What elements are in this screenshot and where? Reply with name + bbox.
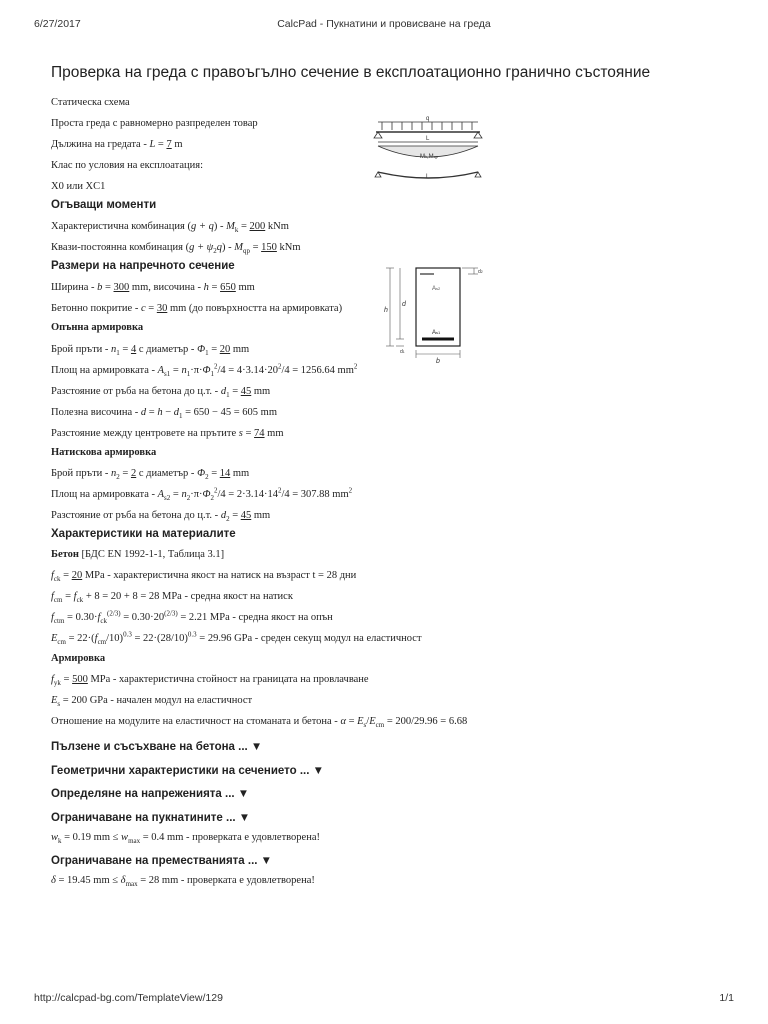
exposure-class-value: X0 или XC1 [51,181,106,192]
static-scheme-heading: Статическа схема [51,97,130,108]
phi2-input[interactable]: 14 [219,468,231,479]
beam-length-input[interactable]: 7 [166,139,172,150]
cover-line: Бетонно покритие - c = 30 mm (до повърхността на армировката) [51,303,343,314]
as2-label: As2 [432,286,441,292]
d1-input[interactable]: 45 [240,386,252,397]
moment-label: Mk,Mqp [420,154,439,160]
fctm-line: $f_{ctm} = 0.30\cdot f_{ck}^{(2/3)} = 0.30\cdot 20^{(2/3)} = 2.21$ MPa - средна якост на опън [51,609,333,626]
width-input[interactable]: 300 [113,282,130,293]
moments-heading: Огъващи моменти [51,199,157,211]
tension-dist-line: Разстояние от ръба на бетона до ц.т. - $d_1 = 45$ mm [51,386,271,400]
cracks-toggle[interactable]: Ограничаване на пукнатините ... ▼ [51,812,251,824]
cover-input[interactable]: 30 [156,303,168,314]
h-dim-label: h [384,307,388,314]
print-title: CalcPad - Пукнатини и провисване на греда [277,18,491,30]
compression-area-line: Площ на армировката - $A_{s2} = n_2\cdot\pi\cdot\Phi_2^2/4 = 2\cdot 3.14\cdot 14^2/4 = 307.88$ $mm^2$ [51,486,353,503]
materials-heading: Характеристики на материалите [51,528,236,540]
ecm-line: $E_{cm} = 22\cdot(f_{cm}/10)^{0.3} = 22\cdot(28/10)^{0.3} = 29.96$ GPa - среден секущ модул на еластичност [51,630,422,647]
deflection-l-label: L [426,174,430,180]
effective-depth-line: Полезна височина - $d = h - d_1 = 650 - 45 = 605$ mm [51,407,277,421]
spacing-input[interactable]: 74 [254,428,265,439]
phi1-input[interactable]: 20 [219,344,231,355]
cracks-result: $w_k = 0.19$ mm ≤ $w_{max} = 0.4$ mm - проверката е удовлетворена! [51,832,320,846]
tension-area-line: Площ на армировката - $A_{s1} = n_1\cdot\pi\cdot\Phi_1^2/4 = 4\cdot 3.14\cdot 20^2/4 = 1256.64$ $mm^2$ [51,362,358,379]
d1-dim-label: d1 [400,349,405,355]
mqp-input[interactable]: 150 [261,242,277,253]
modular-ratio-line: Отношение на модулите на еластичност на стоманата и бетона - $\alpha = E_s/E_{cm} = 200/29.96 = 6.68$ [51,716,468,730]
b-dim-label: b [436,358,440,365]
n2-input[interactable]: 2 [130,468,137,479]
page-header [0,18,768,32]
concrete-line: Бетон [БДС EN 1992-1-1, Таблица 3.1] [51,549,225,560]
d-dim-label: d [402,301,406,308]
beam-scheme-diagram [372,112,484,184]
page-number: 1/1 [719,992,734,1004]
creep-toggle[interactable]: Пълзене и съсъхване на бетона ... ▼ [51,741,263,753]
page-url[interactable]: http://calcpad-bg.com/TemplateView/129 [34,992,223,1004]
section-heading: Размери на напречното сечение [51,260,235,272]
fck-line: $f_{ck} = 20$ MPa - характеристична якост на натиск на възраст t = 28 дни [51,570,357,584]
compression-dist-line: Разстояние от ръба на бетона до ц.т. - $d_2 = 45$ mm [51,510,271,524]
print-date: 6/27/2017 [34,18,81,30]
beam-type: Проста греда с равномерно разпределен товар [51,118,258,129]
spacing-line: Разстояние между центровете на прътите s = 74 mm [51,428,284,439]
exposure-class-label: Клас по условия на експлоатация: [51,160,204,171]
compression-heading: Натискова армировка [51,447,157,458]
fyk-line: $f_{yk} = 500$ MPa - характеристична стойност на границата на провлачване [51,674,369,688]
mk-input[interactable]: 200 [249,221,266,232]
qp-moment-line: Квази-постоянна комбинация $(g + \psi_2q) - M_{qp} = 150$ kNm [51,242,301,256]
height-input[interactable]: 650 [220,282,236,293]
fck-input[interactable]: 20 [71,570,83,581]
d2-input[interactable]: 45 [240,510,252,521]
section-size-line: Ширина - b = 300 mm, височина - h = 650 mm [51,282,255,293]
d2-dim-label: d2 [478,269,483,275]
compression-bars-line: Брой пръти - $n_2 = 2$ с диаметър - $\Phi_2 = 14$ mm [51,468,250,482]
span-l-label: L [426,136,430,142]
tension-heading: Опънна армировка [51,322,144,333]
geometry-toggle[interactable]: Геометрични характеристики на сечението ... ▼ [51,765,325,777]
load-q-label: q [426,116,430,122]
char-moment-line: Характеристична комбинация $(g + q) - M_k = 200$ kNm [51,221,289,235]
load-arrows [382,122,472,130]
fyk-input[interactable]: 500 [72,674,88,685]
stresses-toggle[interactable]: Определяне на напреженията ... ▼ [51,788,250,800]
tension-bars-line: Брой пръти - $n_1 = 4$ с диаметър - $\Phi_1 = 20$ mm [51,344,250,358]
steel-line: Армировка [51,653,106,664]
es-line: $E_s = 200$ GPa - начален модул на еластичност [51,695,253,709]
n1-input[interactable]: 4 [130,344,137,355]
fcm-line: $f_{cm} = f_{ck} + 8 = 20 + 8 = 28$ MPa - средна якост на натиск [51,591,293,605]
cross-section-diagram [378,262,490,368]
deflection-result: δ = 19.45 mm ≤ $\delta_{max} = 28$ mm - проверката е удовлетворена! [51,875,315,889]
beam-length-line: Дължина на гредата - L = 7 m [51,139,183,150]
deflection-toggle[interactable]: Ограничаване на преместванията ... ▼ [51,855,273,867]
page-title: Проверка на греда с правоъгълно сечение в експлоатационно гранично състояние [51,64,651,81]
as1-label: As1 [432,330,441,336]
